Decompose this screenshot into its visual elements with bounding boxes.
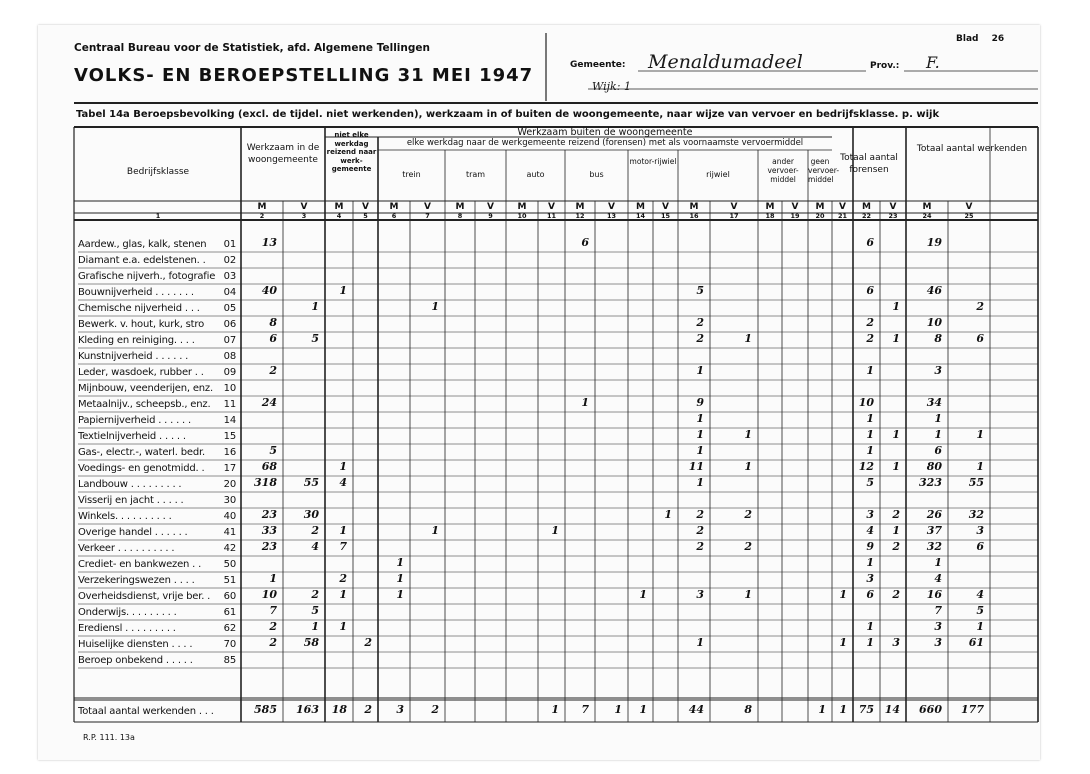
- cell-value: 318: [254, 476, 277, 489]
- cell-value: 2: [696, 508, 704, 521]
- total-value: 1: [551, 703, 559, 716]
- row-label: Gas-, electr.-, waterl. bedr.: [78, 447, 205, 458]
- mv-24: M: [922, 202, 932, 212]
- colnum-6: 6: [391, 212, 397, 220]
- header-motorrijwiel: motor-rijwiel: [629, 157, 677, 166]
- cell-value: 33: [261, 524, 277, 537]
- row-code: 14: [223, 415, 236, 426]
- row-code: 08: [223, 351, 236, 362]
- cell-value: 1: [976, 620, 984, 633]
- cell-value: 10: [858, 396, 874, 409]
- cell-value: 7: [934, 604, 942, 617]
- colnum-4: 4: [336, 212, 342, 220]
- row-code: 10: [223, 383, 236, 394]
- cell-value: 6: [866, 588, 874, 601]
- cell-value: 2: [696, 316, 704, 329]
- row-code: 16: [223, 447, 236, 458]
- cell-value: 2: [696, 332, 704, 345]
- header-elke-werkdag: elke werkdag naar de werkgemeente reizend (forensen) met als voornaamste vervoermiddel: [406, 138, 804, 148]
- mv-7: V: [424, 202, 431, 212]
- cell-value: 5: [696, 284, 704, 297]
- row-label: Kleding en reiniging. . . .: [78, 335, 195, 346]
- row-code: 62: [223, 623, 236, 634]
- header-woongemeente: Werkzaam in de woongemeente: [246, 143, 320, 165]
- cell-value: 1: [866, 412, 874, 425]
- cell-value: 32: [968, 508, 984, 521]
- mv-16: M: [689, 202, 699, 212]
- colnum-25: 25: [964, 212, 974, 220]
- row-label: Beroep onbekend . . . . .: [78, 655, 193, 666]
- cell-value: 1: [976, 460, 984, 473]
- total-value: 3: [396, 703, 404, 716]
- row-label: Diamant e.a. edelstenen. .: [78, 255, 206, 266]
- cell-value: 1: [311, 620, 319, 633]
- row-code: 01: [223, 239, 236, 250]
- cell-value: 1: [839, 636, 847, 649]
- mv-20: M: [815, 202, 825, 212]
- bureau-name: Centraal Bureau voor de Statistiek, afd. Algemene Tellingen: [74, 42, 430, 54]
- total-value: 585: [254, 703, 277, 716]
- blad-number: 26: [991, 34, 1005, 44]
- cell-value: 2: [269, 620, 277, 633]
- mv-23: V: [889, 202, 897, 212]
- cell-value: 1: [696, 476, 704, 489]
- cell-value: 2: [311, 588, 319, 601]
- cell-value: 6: [976, 332, 984, 345]
- cell-value: 5: [269, 444, 277, 457]
- row-code: 61: [223, 607, 236, 618]
- cell-value: 2: [269, 364, 277, 377]
- cell-value: 1: [892, 460, 900, 473]
- row-label: Grafische nijverh., fotografie: [78, 271, 216, 282]
- cell-value: 4: [339, 476, 347, 489]
- total-value: 18: [331, 703, 347, 716]
- row-label: Mijnbouw, veenderijen, enz.: [78, 383, 213, 394]
- cell-value: 12: [858, 460, 874, 473]
- cell-value: 1: [934, 412, 942, 425]
- total-value: 75: [858, 703, 874, 716]
- cell-value: 55: [303, 476, 319, 489]
- cell-value: 40: [261, 284, 277, 297]
- cell-value: 1: [976, 428, 984, 441]
- row-label: Erediensl . . . . . . . . .: [78, 623, 176, 634]
- cell-value: 1: [339, 620, 347, 633]
- header-rijwiel: rijwiel: [706, 170, 730, 179]
- row-label: Chemische nijverheid . . .: [78, 303, 200, 314]
- colnum-10: 10: [517, 212, 527, 220]
- row-code: 05: [223, 303, 236, 314]
- header-tram: tram: [465, 170, 486, 179]
- cell-value: 1: [866, 620, 874, 633]
- cell-value: 34: [926, 396, 942, 409]
- cell-value: 4: [934, 572, 942, 585]
- header-niet-elke: niet elke werkdag reizend naar werk-gemeente: [326, 131, 377, 173]
- row-label: Onderwijs. . . . . . . . .: [78, 607, 177, 618]
- row-code: 17: [223, 463, 236, 474]
- colnum-5: 5: [363, 212, 368, 220]
- cell-value: 2: [696, 524, 704, 537]
- colnum-20: 20: [815, 212, 825, 220]
- total-value: 2: [364, 703, 372, 716]
- prov-value: F.: [926, 53, 940, 72]
- row-label: Leder, wasdoek, rubber . .: [78, 367, 204, 378]
- total-value: 7: [581, 703, 589, 716]
- header-bedrijfsklasse: Bedrijfsklasse: [126, 167, 190, 177]
- cell-value: 68: [261, 460, 277, 473]
- cell-value: 11: [688, 460, 704, 473]
- row-code: 15: [223, 431, 236, 442]
- cell-value: 5: [311, 332, 319, 345]
- cell-value: 2: [892, 588, 900, 601]
- cell-value: 1: [839, 588, 847, 601]
- mv-9: V: [487, 202, 494, 212]
- cell-value: 1: [744, 588, 752, 601]
- cell-value: 1: [396, 556, 404, 569]
- colnum-14: 14: [635, 212, 646, 220]
- cell-value: 10: [926, 316, 942, 329]
- colnum-17: 17: [729, 212, 739, 220]
- mv-25: V: [965, 202, 973, 212]
- cell-value: 6: [866, 236, 874, 249]
- cell-value: 3: [934, 636, 942, 649]
- cell-value: 1: [431, 300, 439, 313]
- row-code: 60: [223, 591, 236, 602]
- header-totaal-werkenden: Totaal aantal werkenden: [916, 144, 1028, 154]
- gemeente-label: Gemeente:: [570, 60, 626, 70]
- cell-value: 7: [269, 604, 277, 617]
- row-code: 70: [223, 639, 236, 650]
- colnum-12: 12: [575, 212, 585, 220]
- mv-17: V: [730, 202, 738, 212]
- row-label: Overige handel . . . . . .: [78, 527, 188, 538]
- row-code: 03: [223, 271, 236, 282]
- cell-value: 1: [866, 428, 874, 441]
- mv-22: M: [862, 202, 871, 212]
- row-label: Aardew., glas, kalk, stenen: [78, 239, 207, 250]
- mv-14: M: [636, 202, 645, 212]
- cell-value: 2: [976, 300, 984, 313]
- table-caption: Tabel 14a Beroepsbevolking (excl. de tijdel. niet werkenden), werkzaam in of buiten de woongemeente, naar wijze van vervoer en bedrijfsklasse. p. wijk: [76, 109, 940, 120]
- cell-value: 26: [926, 508, 942, 521]
- wijk-label: Wijk:: [592, 80, 621, 93]
- cell-value: 80: [926, 460, 942, 473]
- cell-value: 1: [696, 444, 704, 457]
- row-code: 41: [223, 527, 236, 538]
- row-label: Bewerk. v. hout, kurk, stro: [78, 319, 204, 330]
- cell-value: 23: [261, 540, 277, 553]
- row-label: Verzekeringswezen . . . .: [78, 575, 195, 586]
- cell-value: 6: [581, 236, 589, 249]
- colnum-9: 9: [488, 212, 493, 220]
- cell-value: 2: [866, 316, 874, 329]
- mv-15: V: [662, 202, 669, 212]
- cell-value: 1: [696, 412, 704, 425]
- cell-value: 24: [261, 396, 277, 409]
- cell-value: 8: [934, 332, 942, 345]
- cell-value: 5: [311, 604, 319, 617]
- mv-18: M: [765, 202, 775, 212]
- cell-value: 3: [696, 588, 704, 601]
- cell-value: 3: [934, 620, 942, 633]
- header-ander: ander vervoer-middel: [767, 157, 799, 184]
- colnum-3: 3: [301, 212, 307, 220]
- cell-value: 61: [968, 636, 984, 649]
- colnum-15: 15: [660, 212, 671, 220]
- total-value: 660: [919, 703, 942, 716]
- row-label: Voedings- en genotmidd. .: [78, 463, 205, 474]
- header-trein: trein: [402, 170, 421, 179]
- total-value: 44: [688, 703, 704, 716]
- header-auto: auto: [526, 170, 545, 179]
- wijk-value: 1: [624, 80, 631, 93]
- cell-value: 2: [866, 332, 874, 345]
- row-code: 20: [223, 479, 236, 490]
- colnum-7: 7: [425, 212, 430, 220]
- row-code: 11: [223, 399, 236, 410]
- cell-value: 23: [261, 508, 277, 521]
- cell-value: 30: [303, 508, 319, 521]
- colnum-8: 8: [457, 212, 463, 220]
- cell-value: 1: [892, 332, 900, 345]
- colnum-23: 23: [888, 212, 898, 220]
- row-code: 40: [223, 511, 236, 522]
- mv-4: M: [334, 202, 344, 212]
- cell-value: 2: [696, 540, 704, 553]
- cell-value: 2: [364, 636, 372, 649]
- cell-value: 46: [926, 284, 942, 297]
- cell-value: 2: [311, 524, 319, 537]
- total-value: 1: [614, 703, 622, 716]
- cell-value: 1: [696, 364, 704, 377]
- cell-value: 1: [892, 524, 900, 537]
- cell-value: 3: [866, 572, 874, 585]
- mv-11: V: [548, 202, 555, 212]
- row-label: Verkeer . . . . . . . . . .: [78, 543, 175, 554]
- row-label: Landbouw . . . . . . . . .: [78, 479, 182, 490]
- mv-2: M: [257, 202, 267, 212]
- cell-value: 13: [261, 236, 277, 249]
- colnum-16: 16: [689, 212, 699, 220]
- total-value: 2: [431, 703, 439, 716]
- blad-text: Blad: [956, 34, 979, 44]
- colnum-1: 1: [155, 212, 161, 220]
- cell-value: 1: [396, 572, 404, 585]
- row-label: Kunstnijverheid . . . . . .: [78, 351, 189, 362]
- cell-value: 3: [934, 364, 942, 377]
- row-code: 06: [223, 319, 236, 330]
- row-label: Crediet- en bankwezen . .: [78, 559, 202, 570]
- row-code: 85: [223, 655, 236, 666]
- row-label: Huiselijke diensten . . . .: [78, 639, 193, 650]
- census-form-sheet: [38, 25, 1040, 760]
- gemeente-value: Menaldumadeel: [648, 51, 803, 73]
- colnum-18: 18: [765, 212, 775, 220]
- cell-value: 1: [696, 428, 704, 441]
- cell-value: 2: [892, 508, 900, 521]
- form-title: VOLKS- EN BEROEPSTELLING 31 MEI 1947: [74, 65, 534, 86]
- row-code: 07: [223, 335, 236, 346]
- cell-value: 2: [744, 508, 752, 521]
- cell-value: 6: [269, 332, 277, 345]
- cell-value: 1: [696, 636, 704, 649]
- row-label: Papiernijverheid . . . . . .: [78, 415, 191, 426]
- cell-value: 32: [926, 540, 942, 553]
- total-value: 163: [296, 703, 319, 716]
- cell-value: 5: [866, 476, 874, 489]
- row-label: Visserij en jacht . . . . .: [78, 495, 184, 506]
- cell-value: 5: [976, 604, 984, 617]
- mv-13: V: [608, 202, 615, 212]
- cell-value: 1: [581, 396, 589, 409]
- cell-value: 1: [934, 556, 942, 569]
- mv-10: M: [517, 202, 527, 212]
- cell-value: 1: [639, 588, 647, 601]
- cell-value: 3: [892, 636, 900, 649]
- colnum-19: 19: [790, 212, 800, 220]
- mv-21: V: [839, 202, 846, 212]
- cell-value: 58: [303, 636, 319, 649]
- cell-value: 1: [866, 556, 874, 569]
- mv-8: M: [455, 202, 465, 212]
- total-value: 1: [839, 703, 847, 716]
- cell-value: 1: [551, 524, 559, 537]
- cell-value: 1: [744, 332, 752, 345]
- cell-value: 1: [934, 428, 942, 441]
- row-code: 04: [223, 287, 236, 298]
- prov-label: Prov.:: [870, 61, 900, 71]
- cell-value: 2: [744, 540, 752, 553]
- mv-6: M: [389, 202, 399, 212]
- cell-value: 3: [866, 508, 874, 521]
- row-code: 42: [223, 543, 236, 554]
- cell-value: 1: [431, 524, 439, 537]
- total-label: Totaal aantal werkenden . . .: [78, 706, 214, 717]
- cell-value: 16: [926, 588, 942, 601]
- cell-value: 37: [926, 524, 942, 537]
- cell-value: 2: [269, 636, 277, 649]
- row-code: 02: [223, 255, 236, 266]
- cell-value: 4: [976, 588, 984, 601]
- colnum-21: 21: [837, 212, 848, 220]
- cell-value: 1: [339, 588, 347, 601]
- cell-value: 1: [311, 300, 319, 313]
- mv-19: V: [791, 202, 799, 212]
- cell-value: 2: [892, 540, 900, 553]
- total-value: 1: [639, 703, 647, 716]
- cell-value: 1: [866, 636, 874, 649]
- colnum-2: 2: [259, 212, 265, 220]
- total-value: 1: [818, 703, 826, 716]
- colnum-22: 22: [861, 212, 872, 220]
- total-value: 177: [961, 703, 984, 716]
- mv-3: V: [300, 202, 308, 212]
- row-code: 09: [223, 367, 236, 378]
- row-code: 51: [223, 575, 236, 586]
- total-value: 8: [744, 703, 752, 716]
- cell-value: 9: [696, 396, 704, 409]
- cell-value: 6: [866, 284, 874, 297]
- cell-value: 1: [396, 588, 404, 601]
- row-code: 30: [223, 495, 236, 506]
- cell-value: 1: [866, 364, 874, 377]
- mv-12: M: [575, 202, 585, 212]
- cell-value: 8: [269, 316, 277, 329]
- cell-value: 1: [892, 428, 900, 441]
- form-code: R.P. 111. 13a: [83, 733, 135, 742]
- row-label: Overheidsdienst, vrije ber. .: [78, 591, 211, 602]
- row-code: 50: [223, 559, 236, 570]
- header-buiten: Werkzaam buiten de woongemeente: [517, 127, 693, 138]
- cell-value: 1: [269, 572, 277, 585]
- cell-value: 4: [311, 540, 319, 553]
- cell-value: 4: [866, 524, 874, 537]
- cell-value: 1: [744, 460, 752, 473]
- colnum-11: 11: [546, 212, 557, 220]
- cell-value: 6: [934, 444, 942, 457]
- cell-value: 1: [892, 300, 900, 313]
- cell-value: 10: [261, 588, 277, 601]
- mv-5: V: [362, 202, 369, 212]
- row-label: Textielnijverheid . . . . .: [78, 431, 186, 442]
- cell-value: 1: [664, 508, 672, 521]
- cell-value: 7: [339, 540, 347, 553]
- header-bus: bus: [589, 170, 604, 179]
- row-label: Bouwnijverheid . . . . . . .: [78, 287, 194, 298]
- cell-value: 323: [919, 476, 942, 489]
- total-value: 14: [884, 703, 900, 716]
- cell-value: 3: [976, 524, 984, 537]
- cell-value: 2: [339, 572, 347, 585]
- row-label: Metaalnijv., scheepsb., enz.: [78, 399, 211, 410]
- cell-value: 1: [339, 524, 347, 537]
- cell-value: 55: [968, 476, 984, 489]
- row-label: Winkels. . . . . . . . . .: [78, 511, 172, 522]
- cell-value: 1: [339, 284, 347, 297]
- cell-value: 1: [866, 444, 874, 457]
- cell-value: 6: [976, 540, 984, 553]
- header-totaal-forensen: Totaal aantal forensen: [840, 153, 898, 175]
- header-geen: geen vervoer-middel: [808, 157, 840, 184]
- cell-value: 1: [339, 460, 347, 473]
- cell-value: 1: [744, 428, 752, 441]
- cell-value: 19: [926, 236, 942, 249]
- colnum-13: 13: [606, 212, 617, 220]
- colnum-24: 24: [922, 212, 932, 220]
- cell-value: 9: [866, 540, 874, 553]
